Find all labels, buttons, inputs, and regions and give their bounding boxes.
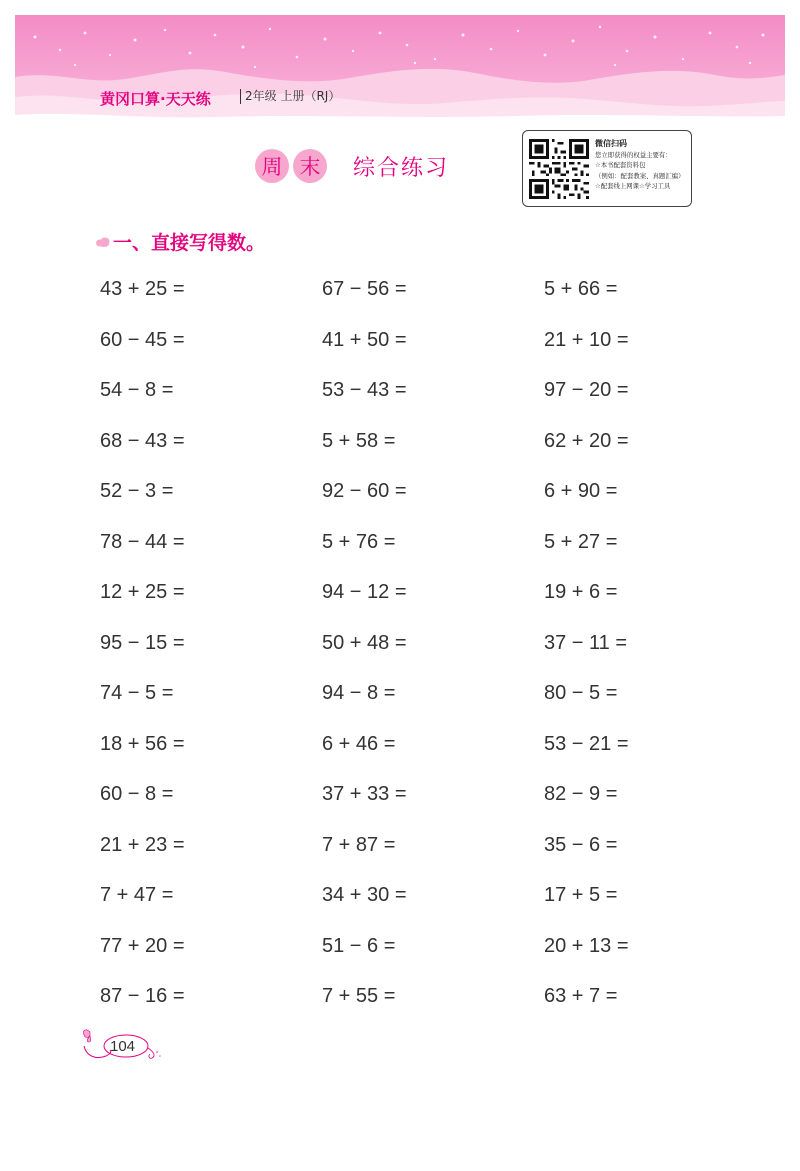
problem: 5 + 76 = — [322, 530, 396, 553]
problem: 37 − 11 = — [544, 631, 628, 654]
problem: 60 − 45 = — [100, 328, 185, 351]
problem: 94 − 12 = — [322, 581, 407, 603]
problem: 94 − 8 = — [322, 682, 396, 704]
problem: 21 + 23 = — [100, 833, 185, 856]
problem: 54 − 8 = — [100, 379, 174, 401]
problem: 7 + 87 = — [322, 833, 396, 856]
problem: 95 − 15 = — [100, 631, 185, 654]
title-circle-1: 周 — [255, 149, 289, 183]
problem: 80 − 5 = — [544, 682, 618, 704]
section-heading — [95, 228, 265, 255]
problem-row — [100, 682, 700, 733]
qr-line: ☆配套线上网课☆学习工具 — [595, 182, 671, 190]
problem: 51 − 6 = — [322, 934, 396, 957]
title-text: 综合练习 — [353, 155, 450, 181]
problem: 78 − 44 = — [100, 530, 185, 553]
problem: 82 − 9 = — [544, 783, 618, 805]
qr-line: （例如：配套教案、真题汇编） — [595, 171, 685, 180]
problem: 12 + 25 = — [100, 581, 185, 603]
problem-row — [100, 379, 700, 430]
problem: 20 + 13 = — [544, 934, 629, 957]
problem-row — [100, 531, 700, 582]
problem: 41 + 50 = — [322, 328, 407, 351]
problem: 7 + 55 = — [322, 985, 396, 1007]
problem: 6 + 46 = — [322, 732, 396, 755]
qr-description — [595, 139, 689, 192]
problem: 53 − 43 = — [322, 379, 407, 401]
problem: 97 − 20 = — [544, 379, 629, 401]
section-heading-text: 一、直接写得数。 — [113, 232, 266, 254]
problem: 21 + 10 = — [544, 328, 629, 351]
problem: 35 − 6 = — [544, 833, 618, 856]
grade-label: 2年级 上册（RJ） — [240, 89, 340, 104]
problem: 53 − 21 = — [544, 732, 629, 755]
problem: 34 + 30 = — [322, 884, 407, 906]
problem: 52 − 3 = — [100, 480, 174, 502]
qr-line: ☆本书配套资料包 — [595, 161, 646, 169]
problem: 5 + 66 = — [544, 278, 618, 300]
problem: 18 + 56 = — [100, 732, 185, 755]
problem-row — [100, 430, 700, 481]
problem-grid — [100, 278, 700, 1036]
problem-row — [100, 632, 700, 683]
problem: 5 + 58 = — [322, 429, 396, 452]
problem: 74 − 5 = — [100, 682, 174, 704]
problem: 92 − 60 = — [322, 480, 407, 502]
problem-row — [100, 783, 700, 834]
brand-title: 黄冈口算·天天练 — [100, 90, 211, 108]
problem: 43 + 25 = — [100, 278, 185, 300]
page-number: 104 — [110, 1038, 136, 1055]
problem: 68 − 43 = — [100, 429, 185, 452]
problem: 37 + 33 = — [322, 783, 407, 805]
problem-row — [100, 985, 700, 1036]
problem: 19 + 6 = — [544, 581, 618, 603]
qr-line: 您立即获得的权益主要有： — [595, 150, 672, 159]
problem-row — [100, 834, 700, 885]
problem-row — [100, 733, 700, 784]
problem-row — [100, 581, 700, 632]
problem-row — [100, 329, 700, 380]
problem: 77 + 20 = — [100, 934, 185, 957]
problem: 60 − 8 = — [100, 783, 174, 805]
problem-row — [100, 278, 700, 329]
problem: 7 + 47 = — [100, 884, 174, 906]
problem: 50 + 48 = — [322, 631, 407, 654]
qr-panel — [522, 130, 692, 207]
title-circle-2: 末 — [293, 149, 327, 183]
page-title — [255, 146, 449, 186]
problem: 63 + 7 = — [544, 985, 618, 1007]
problem: 5 + 27 = — [544, 530, 618, 553]
page-number-badge — [76, 1026, 166, 1066]
problem: 67 − 56 = — [322, 278, 407, 300]
problem-row — [100, 884, 700, 935]
qr-code-icon — [529, 139, 589, 199]
problem: 62 + 20 = — [544, 429, 629, 452]
qr-line: 微信扫码 — [595, 139, 627, 148]
problem-row — [100, 480, 700, 531]
problem: 17 + 5 = — [544, 884, 618, 906]
problem: 87 − 16 = — [100, 985, 185, 1007]
cloud-icon — [95, 236, 111, 248]
problem-row — [100, 935, 700, 986]
problem: 6 + 90 = — [544, 480, 618, 502]
